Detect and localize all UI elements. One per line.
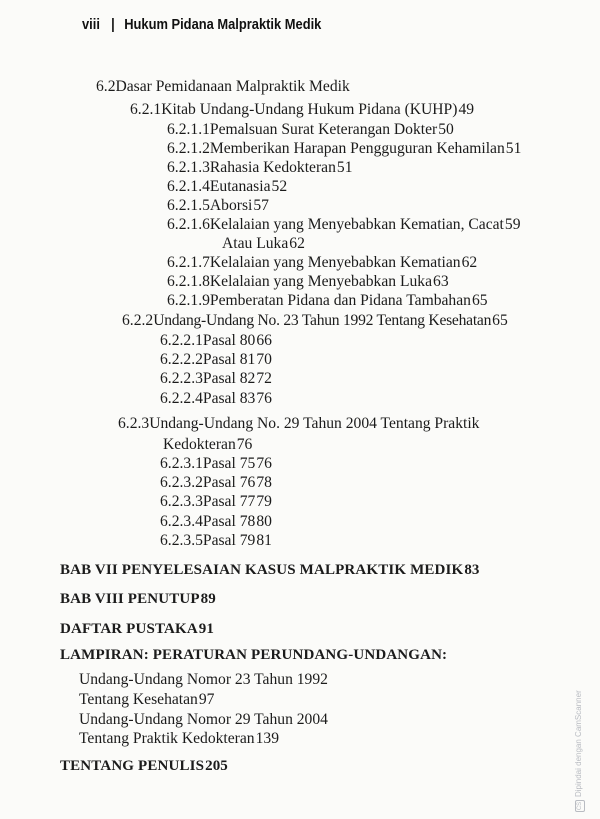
- toc-entry-page: 65: [492, 312, 508, 329]
- toc-entry-title: Pasal 79: [202, 532, 256, 549]
- toc-entry-page: 76: [236, 436, 253, 453]
- toc-entry-title: Undang-Undang No. 29 Tahun 2004 Tentang Praktik: [149, 415, 480, 432]
- toc-entry-number: 6.2.2.1: [160, 332, 203, 349]
- toc-entry-number: 6.2.3.2: [160, 474, 203, 491]
- header-separator: |: [111, 16, 115, 33]
- toc-entry-title: Rahasia Kedokteran: [209, 159, 336, 176]
- toc-entry-page: 78: [256, 474, 272, 491]
- toc-entry-title: Atau Luka: [222, 235, 289, 252]
- toc-entry-number: 6.2.1.7: [167, 254, 210, 271]
- toc-chapter-page: 91: [198, 621, 214, 637]
- book-title: Hukum Pidana Malpraktik Medik: [124, 16, 322, 33]
- toc-entry-title: Pasal 81: [202, 351, 256, 368]
- toc-entry-number: 6.2.1.1: [167, 121, 210, 138]
- toc-entry-number: 6.2.2.3: [160, 370, 203, 387]
- toc-entry-page: 57: [253, 197, 269, 214]
- toc-entry-number: 6.2.2.2: [160, 351, 203, 368]
- toc-entry-number: 6.2.1.5: [167, 197, 210, 214]
- toc-entry-page: 65: [471, 292, 488, 309]
- toc-entry-title: Undang-Undang Nomor 23 Tahun 1992: [79, 671, 328, 688]
- toc-entry-number: 6.2.3.5: [160, 532, 203, 549]
- toc-chapter-title: TENTANG PENULIS: [60, 758, 205, 774]
- toc-entry-title: Pemalsuan Surat Keterangan Dokter: [209, 121, 438, 138]
- camscanner-logo-icon: CS: [577, 801, 583, 811]
- toc-entry-title: Pasal 83: [202, 390, 256, 407]
- toc-entry-page: 139: [255, 730, 279, 747]
- toc-entry-number: 6.2.2.4: [160, 390, 203, 407]
- toc-entry-title: Kelalaian yang Menyebabkan Kematian, Cacat: [209, 216, 504, 233]
- toc-entry-title: Aborsi: [209, 197, 253, 214]
- toc-entry-page: 51: [336, 159, 353, 176]
- toc-entry-page: 76: [256, 390, 272, 407]
- toc-entry-page: 50: [438, 121, 454, 138]
- toc-entry-page: 66: [256, 332, 272, 349]
- toc-entry-number: 6.2.1: [130, 101, 162, 118]
- toc-entry-page: 62: [461, 254, 478, 271]
- toc-entry-number: 6.2.3.3: [160, 493, 203, 510]
- toc-entry-title: Pasal 75: [202, 455, 256, 472]
- toc-chapter-page: 83: [464, 562, 480, 578]
- toc-entry-number: 6.2.2: [122, 312, 154, 329]
- toc-entry-title: Pasal 78: [202, 513, 256, 530]
- toc-entry-page: 49: [458, 101, 475, 118]
- toc-entry-number: 6.2.1.8: [167, 273, 210, 290]
- toc-entry-page: 72: [256, 370, 272, 387]
- toc-entry-page: 62: [289, 235, 305, 252]
- toc-entry-title: Memberikan Harapan Pengguguran Kehamilan: [209, 140, 505, 157]
- toc-entry-page: 59: [504, 216, 521, 233]
- toc-entry-page: 76: [256, 455, 272, 472]
- toc-entry-page: 79: [256, 493, 272, 510]
- page-number-roman: viii: [82, 16, 100, 33]
- running-header: [82, 16, 321, 33]
- toc-entry-number: 6.2.3: [118, 415, 150, 432]
- toc-entry-number: 6.2.1.2: [167, 140, 210, 157]
- toc-entry-title: Dasar Pemidanaan Malpraktik Medik: [115, 78, 350, 95]
- toc-entry-page: 63: [433, 273, 449, 290]
- toc-chapter-page: 205: [205, 758, 228, 774]
- toc-entry-title: Tentang Praktik Kedokteran: [79, 730, 255, 747]
- scanner-watermark-text: Dipindai dengan CamScanner: [574, 690, 583, 797]
- toc-entry-title: Pasal 82: [202, 370, 256, 387]
- toc-entry-page: 70: [256, 351, 272, 368]
- toc-entry-page: 81: [256, 532, 272, 549]
- toc-entry-number: 6.2.1.6: [167, 216, 210, 233]
- toc-entry-title: Pemberatan Pidana dan Pidana Tambahan: [209, 292, 471, 309]
- toc-entry-page: 97: [198, 691, 215, 708]
- toc-chapter-title: DAFTAR PUSTAKA: [60, 621, 198, 637]
- toc-entry-title: Kitab Undang-Undang Hukum Pidana (KUHP): [161, 101, 458, 118]
- toc-entry-page: 52: [271, 178, 288, 195]
- toc-entry-title: Tentang Kesehatan: [79, 691, 198, 708]
- toc-chapter-title: BAB VIII PENUTUP: [60, 591, 200, 607]
- toc-entry-title: Pasal 77: [202, 493, 256, 510]
- toc-chapter-title: LAMPIRAN: PERATURAN PERUNDANG-UNDANGAN:: [60, 647, 448, 663]
- toc-entry-title: Undang-Undang No. 23 Tahun 1992 Tentang Kesehatan: [153, 312, 492, 329]
- toc-entry-number: 6.2.1.3: [167, 159, 210, 176]
- toc-entry-number: 6.2.1.9: [167, 292, 210, 309]
- scanner-watermark: [574, 690, 585, 812]
- toc-entry-number: 6.2.3.1: [160, 455, 203, 472]
- toc-entry-number: 6.2.1.4: [167, 178, 210, 195]
- toc-chapter-title: BAB VII PENYELESAIAN KASUS MALPRAKTIK MEDIK: [60, 562, 464, 578]
- toc-entry-title: Pasal 76: [202, 474, 256, 491]
- toc-entry-title: Kelalaian yang Menyebabkan Kematian: [209, 254, 461, 271]
- toc-entry-page: 51: [505, 140, 522, 157]
- toc-entry-title: Undang-Undang Nomor 29 Tahun 2004: [79, 711, 328, 728]
- toc-entry-title: Pasal 80: [202, 332, 256, 349]
- toc-chapter-page: 89: [200, 591, 216, 607]
- toc-entry-title: Kedokteran: [163, 436, 236, 453]
- toc-entry-title: Eutanasia: [209, 178, 271, 195]
- toc-entry-number: 6.2: [96, 78, 116, 95]
- toc-entry-title: Kelalaian yang Menyebabkan Luka: [209, 273, 433, 290]
- toc-entry-number: 6.2.3.4: [160, 513, 203, 530]
- toc-entry-page: 80: [256, 513, 272, 530]
